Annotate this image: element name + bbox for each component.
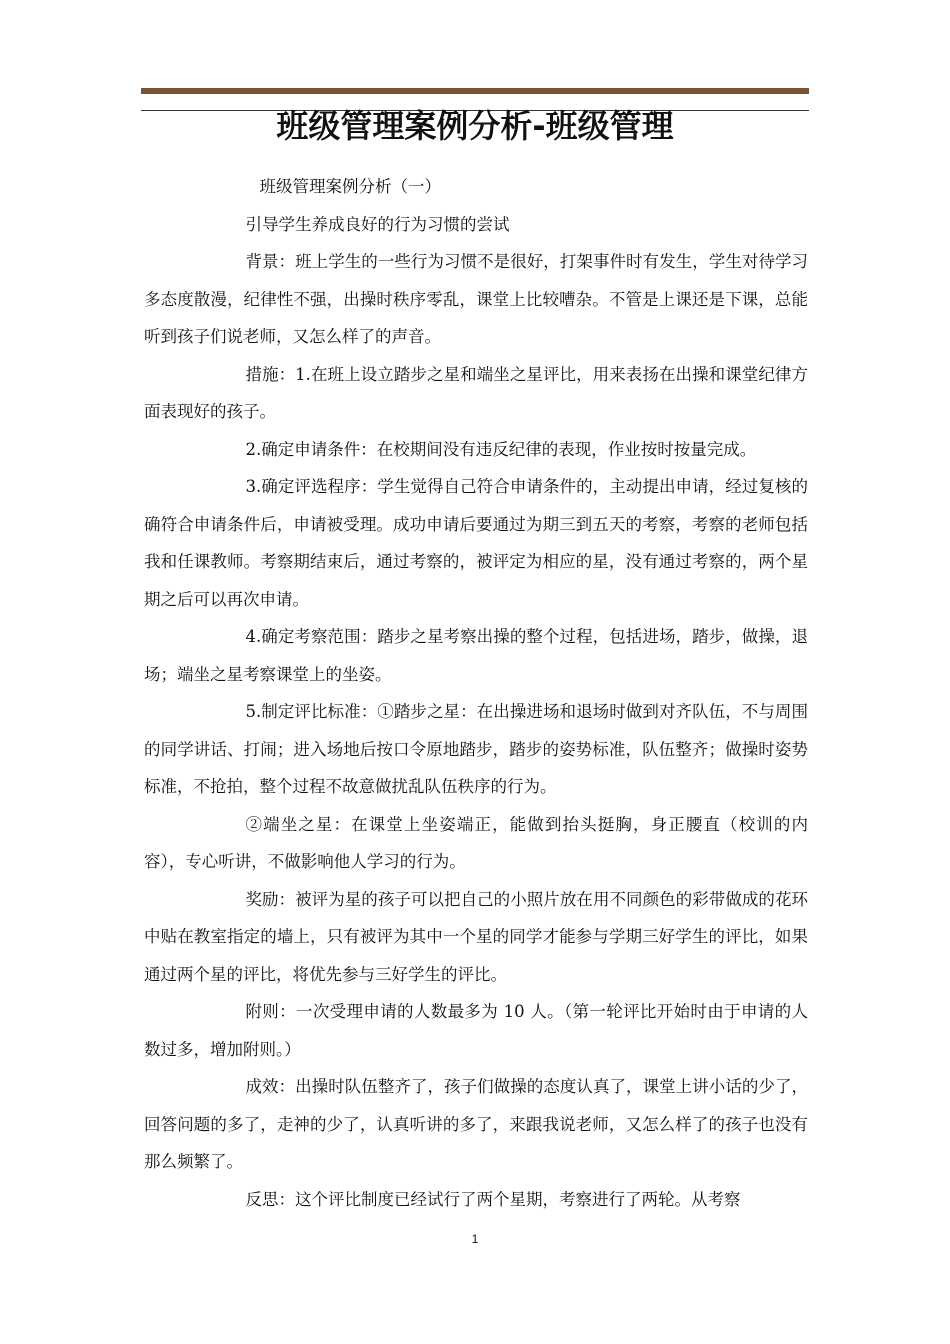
paragraph-measure-5: 5.制定评比标准：①踏步之星：在出操进场和退场时做到对齐队伍，不与周围的同学讲话、打闹；进入场地后按口令原地踏步，踏步的姿势标准，队伍整齐；做操时姿势标准，不抢拍，整个过程不故意做扰乱队伍秩序的行为。 [144,702,808,796]
paragraph-rule: 附则：一次受理申请的人数最多为 10 人。（第一轮评比开始时由于申请的人数过多，增加附则。） [144,1002,808,1059]
document-body [144,168,808,1218]
paragraph-result: 成效：出操时队伍整齐了，孩子们做操的态度认真了，课堂上讲小话的少了，回答问题的多了，走神的少了，认真听讲的多了，来跟我说老师，又怎么样了的孩子也没有那么频繁了。 [144,1077,808,1171]
paragraph-background: 背景：班上学生的一些行为习惯不是很好，打架事件时有发生，学生对待学习多态度散漫，纪律性不强，出操时秩序零乱，课堂上比较嘈杂。不管是上课还是下课，总能听到孩子们说老师，又怎么样了的声音。 [144,252,808,346]
header-rule-thick [141,88,809,94]
paragraph-measure-1: 措施：1.在班上设立踏步之星和端坐之星评比，用来表扬在出操和课堂纪律方面表现好的孩子。 [144,364,808,421]
paragraph-reflection: 反思：这个评比制度已经试行了两个星期，考察进行了两轮。从考察 [245,1189,741,1209]
paragraph-measure-4: 4.确定考察范围：踏步之星考察出操的整个过程，包括进场，踏步，做操，退场；端坐之星考察课堂上的坐姿。 [144,627,808,684]
paragraph-measure-2: 2.确定申请条件：在校期间没有违反纪律的表现，作业按时按量完成。 [245,439,757,459]
page-number: 1 [471,1232,479,1246]
paragraph-reward: 奖励：被评为星的孩子可以把自己的小照片放在用不同颜色的彩带做成的花环中贴在教室指定的墙上，只有被评为其中一个星的同学才能参与学期三好学生的评比，如果通过两个星的评比，将优先参与三好学生的评比。 [144,889,808,984]
paragraph-measure-3: 3.确定评选程序：学生觉得自己符合申请条件的，主动提出申请，经过复核的确符合申请条件后，申请被受理。成功申请后要通过为期三到五天的考察，考察的老师包括我和任课教师。考察期结束后，通过考察的，被评定为相应的星，没有通过考察的，两个星期之后可以再次申请。 [144,477,808,609]
document-title: 班级管理案例分析-班级管理 [276,107,674,145]
case-title: 引导学生养成良好的行为习惯的尝试 [245,214,510,234]
paragraph-standard-2: ②端坐之星：在课堂上坐姿端正，能做到抬头挺胸，身正腰直（校训的内容），专心听讲，不做影响他人学习的行为。 [144,814,808,871]
section-heading: 班级管理案例分析（一） [259,177,441,196]
